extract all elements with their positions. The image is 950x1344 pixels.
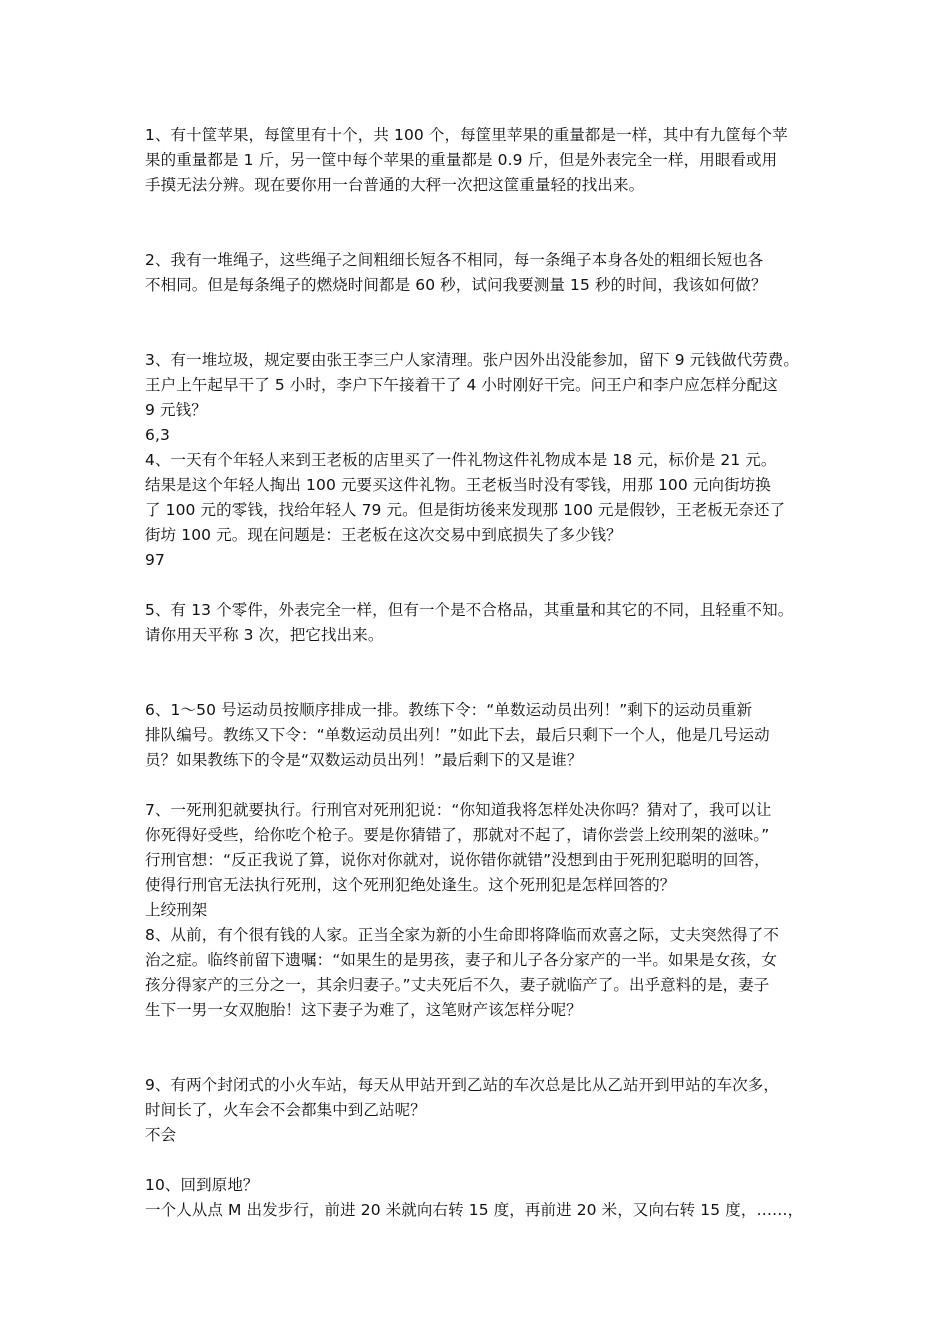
question-9-line-2: 时间长了，火车会不会都集中到乙站呢？ (145, 1101, 426, 1119)
question-4-line-3: 了 100 元的零钱，找给年轻人 79 元。但是街坊後来发现那 100 元是假钞，王老板无奈还了 (145, 501, 786, 519)
question-7-line-1: 7、一死刑犯就要执行。行刑官对死刑犯说：“你知道我将怎样处决你吗？猜对了，我可以让 (145, 801, 772, 819)
question-8-line-1: 8、从前，有个很有钱的人家。正当全家为新的小生命即将降临而欢喜之际，丈夫突然得了不 (145, 926, 779, 944)
question-8-line-4: 生下一男一女双胞胎！这下妻子为难了，这笔财产该怎样分呢？ (145, 1001, 582, 1019)
question-5-line-2: 请你用天平称 3 次，把它找出来。 (145, 626, 384, 644)
question-7-line-2: 你死得好受些，给你吃个枪子。要是你猜错了，那就对不起了，请你尝尝上绞刑架的滋味。” (145, 826, 770, 844)
question-4-line-2: 结果是这个年轻人掏出 100 元要买这件礼物。王老板当时没有零钱，用那 100 元向街坊换 (145, 476, 771, 494)
question-5-line-1: 5、有 13 个零件，外表完全一样，但有一个是不合格品，其重量和其它的不同，且轻重不知。 (145, 601, 794, 619)
question-3-line-2: 王户上午起早干了 5 小时，李户下午接着干了 4 小时刚好干完。问王户和李户应怎样分配这 (145, 376, 778, 394)
question-10-title: 10、回到原地？ (145, 1176, 259, 1194)
question-1-line-3: 手摸无法分辨。现在要你用一台普通的大秤一次把这筐重量轻的找出来。 (145, 176, 645, 194)
question-6-line-1: 6、1～50 号运动员按顺序排成一排。教练下令：“单数运动员出列！”剩下的运动员重新 (145, 701, 753, 719)
question-8-line-2: 治之症。临终前留下遗嘱：“如果生的是男孩，妻子和儿子各分家产的一半。如果是女孩，女 (145, 951, 778, 969)
question-4-line-1: 4、一天有个年轻人来到王老板的店里买了一件礼物这件礼物成本是 18 元，标价是 21 元。 (145, 451, 777, 469)
question-7-line-3: 行刑官想：“反正我说了算，说你对你就对，说你错你就错”没想到由于死刑犯聪明的回答， (145, 851, 770, 869)
answer-3: 6,3 (145, 426, 170, 444)
question-3-line-1: 3、有一堆垃圾，规定要由张王李三户人家清理。张户因外出没能参加，留下 9 元钱做代劳费。 (145, 351, 799, 369)
question-2-line-1: 2、我有一堆绳子，这些绳子之间粗细长短各不相同，每一条绳子本身各处的粗细长短也各 (145, 251, 764, 269)
answer-4: 97 (145, 551, 165, 569)
question-6-line-3: 员？如果教练下的令是“双数运动员出列！”最后剩下的又是谁？ (145, 751, 583, 769)
question-1-line-2: 果的重量都是 1 斤，另一筐中每个苹果的重量都是 0.9 斤，但是外表完全一样，用眼看或用 (145, 151, 778, 169)
question-10-line-1: 一个人从点 M 出发步行，前进 20 米就向右转 15 度，再前进 20 米，又向右转 15 度，……， (145, 1201, 804, 1219)
question-1-line-1: 1、有十筐苹果，每筐里有十个，共 100 个，每筐里苹果的重量都是一样，其中有九筐每个苹 (145, 126, 788, 144)
question-8-line-3: 孩分得家产的三分之一，其余归妻子。”丈夫死后不久，妻子就临产了。出乎意料的是，妻子 (145, 976, 770, 994)
answer-9: 不会 (145, 1126, 177, 1144)
question-4-line-4: 街坊 100 元。现在问题是：王老板在这次交易中到底损失了多少钱？ (145, 526, 622, 544)
question-6-line-2: 排队编号。教练又下令：“单数运动员出列！”如此下去，最后只剩下一个人，他是几号运动 (145, 726, 770, 744)
answer-7: 上绞刑架 (145, 901, 208, 919)
question-9-line-1: 9、有两个封闭式的小火车站，每天从甲站开到乙站的车次总是比从乙站开到甲站的车次多， (145, 1076, 779, 1094)
question-3-line-3: 9 元钱？ (145, 401, 207, 419)
question-7-line-4: 使得行刑官无法执行死刑，这个死刑犯绝处逢生。这个死刑犯是怎样回答的？ (145, 876, 676, 894)
question-2-line-2: 不相同。但是每条绳子的燃烧时间都是 60 秒，试问我要测量 15 秒的时间，我该如何做？ (145, 276, 767, 294)
